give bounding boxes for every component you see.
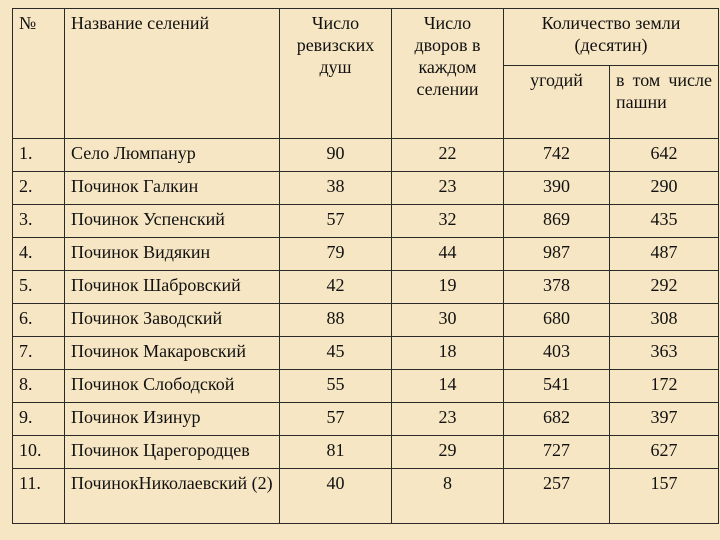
row-number: 9. — [13, 403, 65, 436]
land-total: 987 — [504, 238, 610, 271]
settlement-name: Починок Царегородцев — [65, 436, 280, 469]
settlement-name: Починок Успенский — [65, 205, 280, 238]
row-number: 3. — [13, 205, 65, 238]
yards-count: 23 — [392, 403, 504, 436]
souls-count: 81 — [280, 436, 392, 469]
arable-land: 308 — [610, 304, 719, 337]
settlement-name: Починок Галкин — [65, 172, 280, 205]
row-number: 2. — [13, 172, 65, 205]
land-total: 541 — [504, 370, 610, 403]
arable-land: 435 — [610, 205, 719, 238]
row-number: 4. — [13, 238, 65, 271]
table-row — [13, 271, 719, 304]
land-total: 682 — [504, 403, 610, 436]
header-land: Количество земли (десятин) — [504, 9, 719, 66]
souls-count: 45 — [280, 337, 392, 370]
land-total: 742 — [504, 139, 610, 172]
souls-count: 57 — [280, 205, 392, 238]
souls-count: 79 — [280, 238, 392, 271]
souls-count: 57 — [280, 403, 392, 436]
table-row — [13, 205, 719, 238]
yards-count: 19 — [392, 271, 504, 304]
land-total: 680 — [504, 304, 610, 337]
settlement-name: Починок Заводский — [65, 304, 280, 337]
arable-land: 397 — [610, 403, 719, 436]
land-total: 378 — [504, 271, 610, 304]
land-total: 257 — [504, 469, 610, 524]
yards-count: 18 — [392, 337, 504, 370]
table-row — [13, 172, 719, 205]
arable-land: 487 — [610, 238, 719, 271]
row-number: 11. — [13, 469, 65, 524]
arable-land: 627 — [610, 436, 719, 469]
arable-land: 292 — [610, 271, 719, 304]
settlement-name: Починок Изинур — [65, 403, 280, 436]
table-row — [13, 139, 719, 172]
yards-count: 22 — [392, 139, 504, 172]
row-number: 5. — [13, 271, 65, 304]
arable-land: 172 — [610, 370, 719, 403]
settlement-name: Починок Макаровский — [65, 337, 280, 370]
souls-count: 42 — [280, 271, 392, 304]
yards-count: 23 — [392, 172, 504, 205]
yards-count: 44 — [392, 238, 504, 271]
row-number: 1. — [13, 139, 65, 172]
yards-count: 30 — [392, 304, 504, 337]
header-row — [13, 9, 719, 66]
settlements-table — [12, 8, 719, 524]
table-row — [13, 304, 719, 337]
settlement-name: Починок Слободской — [65, 370, 280, 403]
land-total: 727 — [504, 436, 610, 469]
yards-count: 8 — [392, 469, 504, 524]
row-number: 8. — [13, 370, 65, 403]
row-number: 10. — [13, 436, 65, 469]
land-total: 869 — [504, 205, 610, 238]
arable-land: 290 — [610, 172, 719, 205]
header-yards: Число дворов в каждом селении — [392, 9, 504, 139]
table-row — [13, 370, 719, 403]
table-row — [13, 403, 719, 436]
header-lands-total: угодий — [504, 66, 610, 139]
row-number: 7. — [13, 337, 65, 370]
settlement-name: Починок Шабровский — [65, 271, 280, 304]
header-number: № — [13, 9, 65, 139]
header-souls: Число ревизских душ — [280, 9, 392, 139]
table-row — [13, 436, 719, 469]
souls-count: 55 — [280, 370, 392, 403]
header-arable: в том числе пашни — [610, 66, 719, 139]
settlement-name: Починок Видякин — [65, 238, 280, 271]
arable-land: 642 — [610, 139, 719, 172]
souls-count: 88 — [280, 304, 392, 337]
settlement-name: Село Люмпанур — [65, 139, 280, 172]
souls-count: 38 — [280, 172, 392, 205]
row-number: 6. — [13, 304, 65, 337]
yards-count: 32 — [392, 205, 504, 238]
arable-land: 363 — [610, 337, 719, 370]
yards-count: 14 — [392, 370, 504, 403]
table-body — [13, 139, 719, 524]
settlement-name: ПочинокНиколаевский (2) — [65, 469, 280, 524]
land-total: 390 — [504, 172, 610, 205]
yards-count: 29 — [392, 436, 504, 469]
table-row — [13, 337, 719, 370]
souls-count: 90 — [280, 139, 392, 172]
table-row — [13, 469, 719, 524]
land-total: 403 — [504, 337, 610, 370]
table-row — [13, 238, 719, 271]
header-name: Название селений — [65, 9, 280, 139]
arable-land: 157 — [610, 469, 719, 524]
souls-count: 40 — [280, 469, 392, 524]
